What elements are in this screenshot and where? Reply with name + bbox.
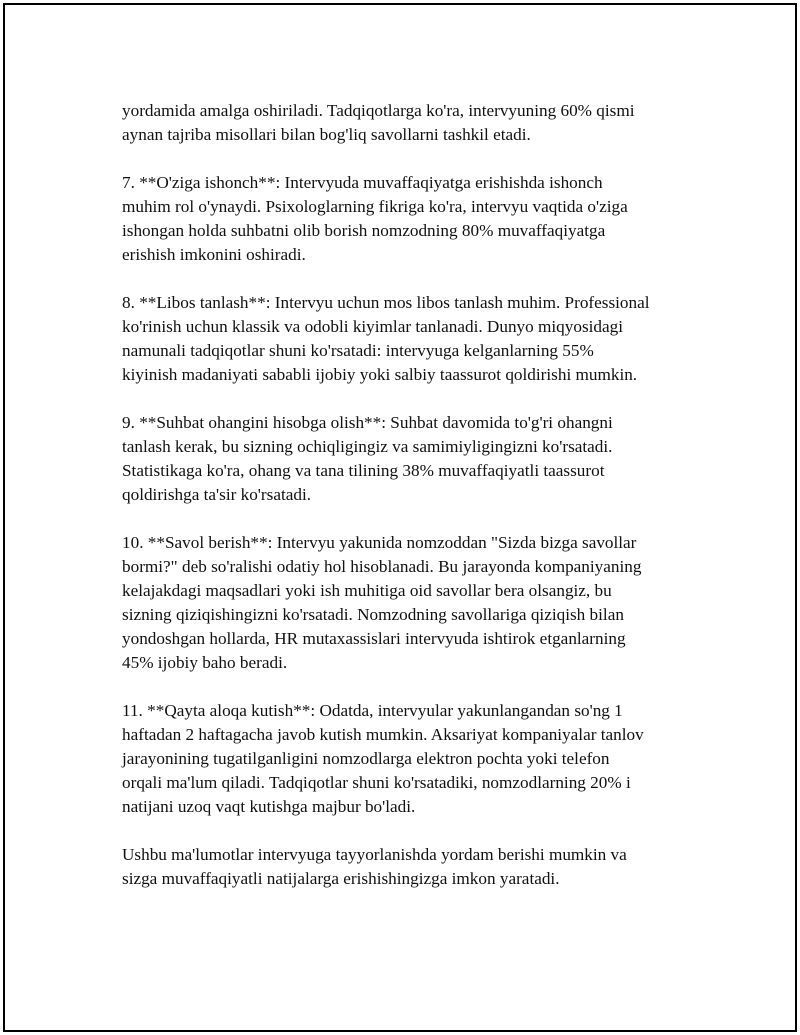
text-line: sizning qiziqishingizni ko'rsatadi. Nomzodning savollariga qiziqish bilan: [122, 605, 624, 624]
text-line: 8. **Libos tanlash**: Intervyu uchun mos libos tanlash muhim. Professional: [122, 293, 650, 312]
text-line: aynan tajriba misollari bilan bog'liq savollarni tashkil etadi.: [122, 125, 531, 144]
paragraph-item-10: [122, 531, 697, 675]
text-line: 10. **Savol berish**: Intervyu yakunida nomzoddan "Sizda bizga savollar: [122, 533, 637, 552]
paragraph-conclusion: [122, 843, 697, 891]
paragraph-item-7: [122, 171, 697, 267]
text-line: natijani uzoq vaqt kutishga majbur bo'ladi.: [122, 797, 416, 816]
document-body: [122, 99, 697, 915]
paragraph-item-9: [122, 411, 697, 507]
text-line: haftadan 2 haftagacha javob kutish mumkin. Aksariyat kompaniyalar tanlov: [122, 725, 644, 744]
paragraph-item-8: [122, 291, 697, 387]
text-line: jarayonining tugatilganligini nomzodlarga elektron pochta yoki telefon: [122, 749, 610, 768]
text-line: 7. **O'ziga ishonch**: Intervyuda muvaffaqiyatga erishishda ishonch: [122, 173, 603, 192]
text-line: Ushbu ma'lumotlar intervyuga tayyorlanishda yordam berishi mumkin va: [122, 845, 627, 864]
text-line: yondoshgan hollarda, HR mutaxassislari intervyuda ishtirok etganlarning: [122, 629, 626, 648]
text-line: tanlash kerak, bu sizning ochiqligingiz va samimiyligingizni ko'rsatadi.: [122, 437, 613, 456]
paragraph-intro-continuation: [122, 99, 697, 147]
page-frame: [3, 3, 797, 1032]
text-line: ko'rinish uchun klassik va odobli kiyimlar tanlanadi. Dunyo miqyosidagi: [122, 317, 623, 336]
text-line: erishish imkonini oshiradi.: [122, 245, 306, 264]
text-line: sizga muvaffaqiyatli natijalarga erishishingizga imkon yaratadi.: [122, 869, 560, 888]
text-line: 11. **Qayta aloqa kutish**: Odatda, intervyular yakunlangandan so'ng 1: [122, 701, 623, 720]
text-line: namunali tadqiqotlar shuni ko'rsatadi: intervyuga kelganlarning 55%: [122, 341, 594, 360]
text-line: qoldirishga ta'sir ko'rsatadi.: [122, 485, 312, 504]
text-line: yordamida amalga oshiriladi. Tadqiqotlarga ko'ra, intervyuning 60% qismi: [122, 101, 635, 120]
text-line: kelajakdagi maqsadlari yoki ish muhitiga oid savollar bera olsangiz, bu: [122, 581, 612, 600]
paragraph-item-11: [122, 699, 697, 819]
text-line: 9. **Suhbat ohangini hisobga olish**: Suhbat davomida to'g'ri ohangni: [122, 413, 613, 432]
text-line: Statistikaga ko'ra, ohang va tana tilining 38% muvaffaqiyatli taassurot: [122, 461, 605, 480]
text-line: ishongan holda suhbatni olib borish nomzodning 80% muvaffaqiyatga: [122, 221, 606, 240]
text-line: 45% ijobiy baho beradi.: [122, 653, 288, 672]
text-line: bormi?" deb so'ralishi odatiy hol hisoblanadi. Bu jarayonda kompaniyaning: [122, 557, 642, 576]
text-line: orqali ma'lum qiladi. Tadqiqotlar shuni ko'rsatadiki, nomzodlarning 20% i: [122, 773, 631, 792]
text-line: kiyinish madaniyati sababli ijobiy yoki salbiy taassurot qoldirishi mumkin.: [122, 365, 638, 384]
text-line: muhim rol o'ynaydi. Psixologlarning fikriga ko'ra, intervyu vaqtida o'ziga: [122, 197, 628, 216]
